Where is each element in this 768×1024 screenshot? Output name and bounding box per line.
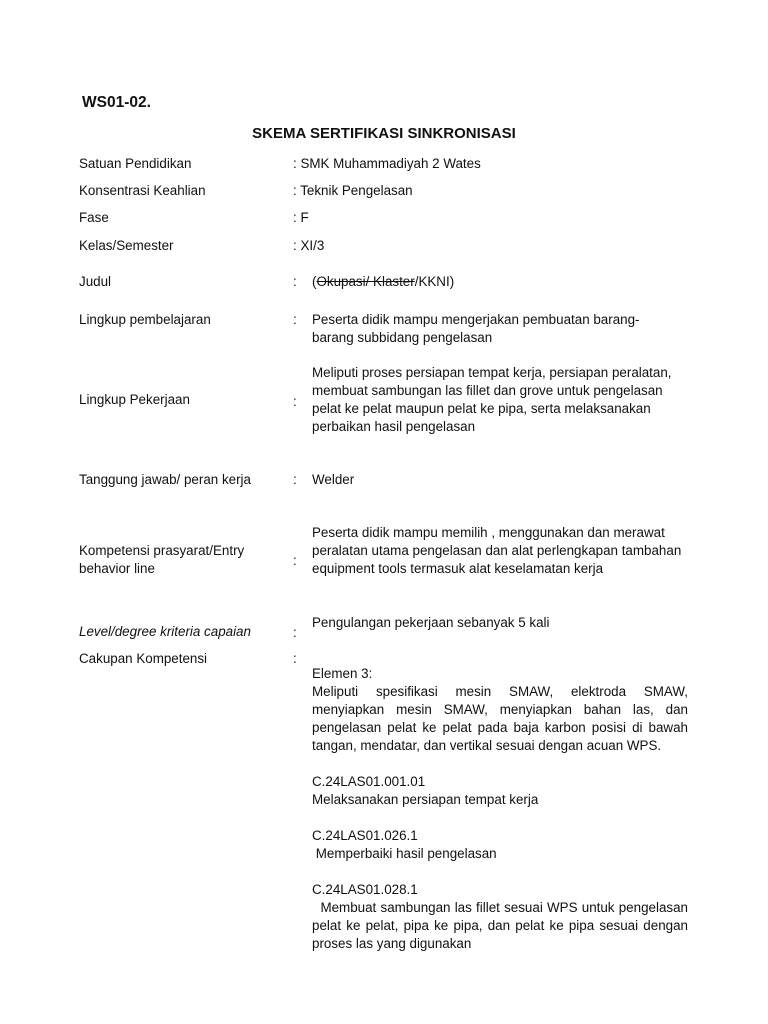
value-satuan-pendidikan: : SMK Muhammadiyah 2 Wates bbox=[293, 156, 481, 171]
document-title: SKEMA SERTIFIKASI SINKRONISASI bbox=[252, 125, 516, 142]
colon: : bbox=[293, 651, 297, 666]
unit-code: C.24LAS01.028.1 bbox=[312, 882, 418, 897]
label-cakupan-kompetensi: Cakupan Kompetensi bbox=[79, 651, 208, 666]
colon: : bbox=[293, 625, 297, 640]
unit-code: C.24LAS01.026.1 bbox=[312, 828, 418, 843]
document-id: WS01-02. bbox=[82, 94, 151, 111]
judul-struck-text: Okupasi/ Klaster bbox=[316, 274, 415, 289]
value-kompetensi-prasyarat: Peserta didik mampu memilih , menggunakan dan merawat peralatan utama pengelasan dan alat perlengkapan tambahan equipment tools termasuk alat keselamatan kerja bbox=[312, 525, 682, 576]
value-konsentrasi-keahlian: : Teknik Pengelasan bbox=[293, 183, 413, 198]
spacer bbox=[312, 755, 688, 773]
label-lingkup-pekerjaan: Lingkup Pekerjaan bbox=[79, 392, 190, 407]
value-lingkup-pembelajaran: Peserta didik mampu mengerjakan pembuatan barang-barang subbidang pengelasan bbox=[312, 312, 640, 345]
label-fase: Fase bbox=[79, 210, 109, 225]
label-tanggung-jawab: Tanggung jawab/ peran kerja bbox=[79, 472, 251, 487]
value-cakupan-kompetensi bbox=[312, 665, 692, 953]
colon: : bbox=[293, 394, 297, 409]
colon: : bbox=[293, 472, 297, 487]
label-kelas-semester: Kelas/Semester bbox=[79, 238, 174, 253]
value-lingkup-pekerjaan: Meliputi proses persiapan tempat kerja, persiapan peralatan, membuat sambungan las fillet dan grove untuk pengelasan pelat ke pelat maupun pelat ke pipa, serta melaksanakan perbaikan hasil pengelasan bbox=[312, 365, 672, 434]
colon: : bbox=[293, 312, 297, 327]
judul-open-paren: ( bbox=[312, 274, 317, 289]
value-kelas-semester: : XI/3 bbox=[293, 238, 325, 253]
value-level-degree: Pengulangan pekerjaan sebanyak 5 kali bbox=[312, 615, 550, 630]
value-judul bbox=[312, 273, 688, 291]
label-kompetensi-prasyarat: Kompetensi prasyarat/Entry behavior line bbox=[79, 543, 245, 576]
elemen-title: Elemen 3: bbox=[312, 666, 373, 681]
unit-name: Melaksanakan persiapan tempat kerja bbox=[312, 792, 539, 807]
spacer bbox=[312, 863, 688, 881]
unit-code: C.24LAS01.001.01 bbox=[312, 774, 426, 789]
judul-rest-text: /KKNI) bbox=[414, 274, 455, 289]
label-lingkup-pembelajaran: Lingkup pembelajaran bbox=[79, 312, 211, 327]
elemen-description: Meliputi spesifikasi mesin SMAW, elektroda SMAW, menyiapkan mesin SMAW, menyiapkan bahan las, dan pengelasan pelat ke pelat pada baja karbon posisi di bawah tangan, mendatar, dan vertikal sesuai dengan acuan WPS. bbox=[312, 684, 688, 753]
colon: : bbox=[293, 274, 297, 289]
label-level-degree: Level/degree kriteria capaian bbox=[79, 624, 251, 639]
unit-name: Memperbaiki hasil pengelasan bbox=[312, 846, 497, 861]
label-judul: Judul bbox=[79, 274, 112, 289]
label-satuan-pendidikan: Satuan Pendidikan bbox=[79, 156, 192, 171]
unit-name: Membuat sambungan las fillet sesuai WPS untuk pengelasan pelat ke pelat, pipa ke pipa, dan pelat ke pipa sesuai dengan proses las yang digunakan bbox=[312, 900, 692, 951]
label-konsentrasi-keahlian: Konsentrasi Keahlian bbox=[79, 183, 206, 198]
colon: : bbox=[293, 553, 297, 568]
value-fase: : F bbox=[293, 210, 309, 225]
spacer bbox=[312, 809, 688, 827]
value-tanggung-jawab: Welder bbox=[312, 472, 355, 487]
